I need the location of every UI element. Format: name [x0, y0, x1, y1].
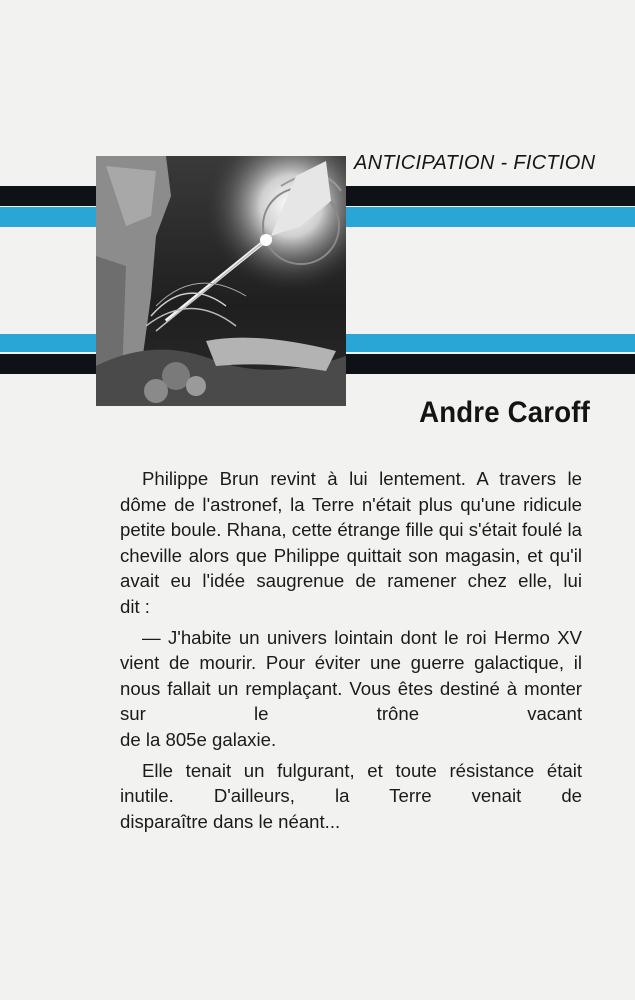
- blurb-paragraph-2: [120, 625, 582, 727]
- blurb-paragraph-1-end: [120, 594, 582, 620]
- series-label: ANTICIPATION - FICTION: [354, 152, 596, 174]
- blurb-paragraph-1-text: Philippe Brun revint à lui lentement. A travers le dôme de l'astronef, la Terre n'était plus qu'une ridicule petite boule. Rhana, cette étrange fille qui s'était foulé la cheville alors que Philippe quittait son magasin, et qu'il avait eu l'idée saugrenue de ramener chez elle, lui: [120, 468, 582, 592]
- blurb-paragraph-3-end: [120, 809, 582, 835]
- blurb-paragraph-3-end-text: disparaître dans le néant...: [120, 810, 341, 832]
- author-name: Andre Caroff: [419, 396, 590, 429]
- blurb-paragraph-2-end: [120, 727, 582, 753]
- blurb-paragraph-2-end-text: de la 805e galaxie.: [120, 728, 277, 750]
- cover-illustration: [96, 156, 346, 406]
- blurb-paragraph-3-text: Elle tenait un fulgurant, et toute résistance était inutile. D'ailleurs, la Terre venait de: [120, 759, 582, 807]
- blurb-paragraph-2-text: — J'habite un univers lointain dont le roi Hermo XV vient de mourir. Pour éviter une guerre galactique, il nous fallait un remplaçant. Vous êtes destiné à monter sur le trône vacant: [120, 626, 582, 725]
- blurb-paragraph-3: [120, 758, 582, 809]
- back-cover-blurb: [120, 466, 582, 839]
- space-battle-illustration-icon: [96, 156, 346, 406]
- blurb-paragraph-1: [120, 466, 582, 594]
- blurb-paragraph-1-end-text: dit :: [120, 595, 150, 617]
